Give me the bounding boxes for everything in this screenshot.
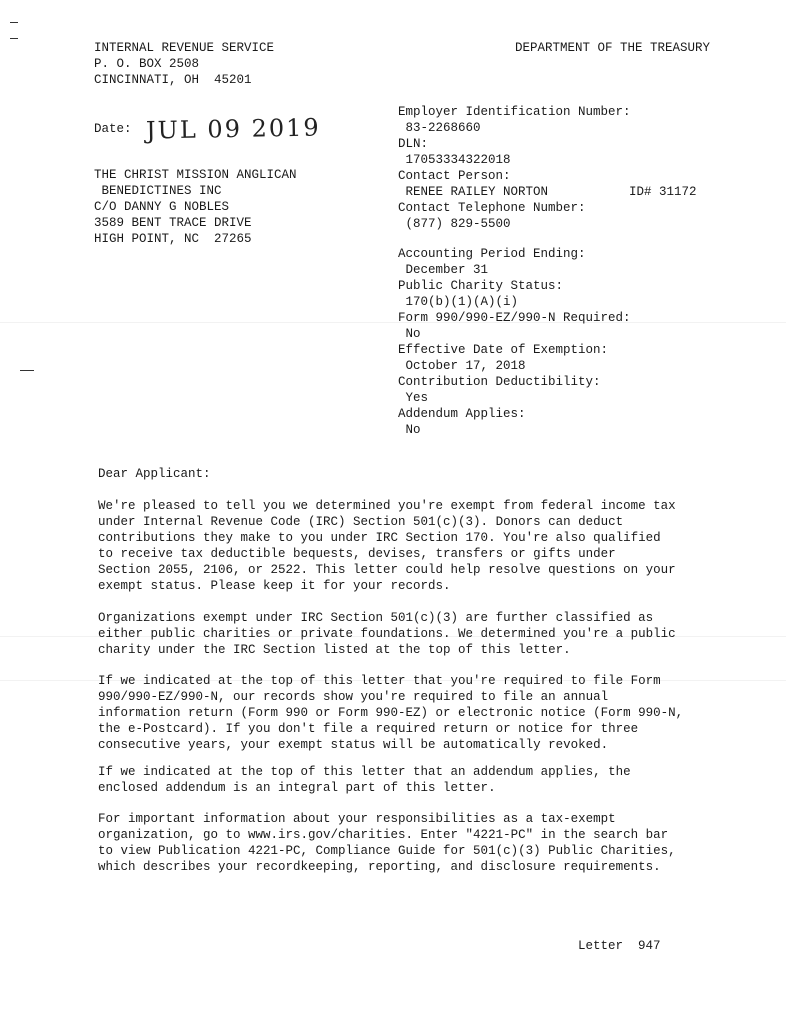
deduct-value: Yes	[398, 391, 429, 405]
paragraph-line: consecutive years, your exempt status will be automatically revoked.	[98, 738, 609, 752]
margin-mark	[10, 22, 18, 23]
form-value: No	[398, 327, 421, 341]
margin-mark	[20, 370, 34, 371]
body-paragraph	[98, 764, 748, 796]
paragraph-line: Organizations exempt under IRC Section 501(c)(3) are further classified as	[98, 611, 654, 625]
recipient-line: C/O DANNY G NOBLES	[94, 200, 230, 214]
addendum-value: No	[398, 423, 421, 437]
department-title: DEPARTMENT OF THE TREASURY	[515, 41, 711, 55]
paragraph-line: to receive tax deductible bequests, devises, transfers or gifts under	[98, 547, 616, 561]
period-value: December 31	[398, 263, 489, 277]
period-label: Accounting Period Ending:	[398, 247, 586, 261]
paragraph-line: under Internal Revenue Code (IRC) Section 501(c)(3). Donors can deduct	[98, 515, 624, 529]
paragraph-line: Section 2055, 2106, or 2522. This letter could help resolve questions on your	[98, 563, 676, 577]
paragraph-line: enclosed addendum is an integral part of this letter.	[98, 781, 496, 795]
effective-value: October 17, 2018	[398, 359, 526, 373]
paragraph-line: If we indicated at the top of this letter that an addendum applies, the	[98, 765, 631, 779]
paragraph-line: 990/990-EZ/990-N, our records show you're required to file an annual	[98, 690, 609, 704]
recipient-line: HIGH POINT, NC 27265	[94, 232, 252, 246]
charity-label: Public Charity Status:	[398, 279, 564, 293]
effective-label: Effective Date of Exemption:	[398, 343, 609, 357]
paragraph-line: exempt status. Please keep it for your records.	[98, 579, 451, 593]
deduct-label: Contribution Deductibility:	[398, 375, 601, 389]
phone-label: Contact Telephone Number:	[398, 201, 586, 215]
charity-value: 170(b)(1)(A)(i)	[398, 295, 519, 309]
form-label: Form 990/990-EZ/990-N Required:	[398, 311, 631, 325]
paragraph-line: We're pleased to tell you we determined you're exempt from federal income tax	[98, 499, 676, 513]
recipient-line: BENEDICTINES INC	[94, 184, 222, 198]
body-paragraph	[98, 673, 748, 753]
sender-line: P. O. BOX 2508	[94, 57, 200, 71]
phone-value: (877) 829-5500	[398, 217, 511, 231]
recipient-line: 3589 BENT TRACE DRIVE	[94, 216, 252, 230]
body-paragraph	[98, 498, 748, 594]
ein-value: 83-2268660	[398, 121, 481, 135]
contact-value: RENEE RAILEY NORTON	[398, 185, 549, 199]
ein-label: Employer Identification Number:	[398, 105, 631, 119]
paragraph-line: organization, go to www.irs.gov/charities. Enter "4221-PC" in the search bar	[98, 828, 669, 842]
paragraph-line: For important information about your responsibilities as a tax-exempt	[98, 812, 616, 826]
paragraph-line: which describes your recordkeeping, reporting, and disclosure requirements.	[98, 860, 661, 874]
salutation: Dear Applicant:	[98, 467, 211, 481]
dln-value: 17053334322018	[398, 153, 511, 167]
letter-number: Letter 947	[578, 939, 661, 953]
contact-id: ID# 31172	[629, 185, 697, 199]
contact-label: Contact Person:	[398, 169, 511, 183]
paragraph-line: to view Publication 4221-PC, Compliance Guide for 501(c)(3) Public Charities,	[98, 844, 676, 858]
paragraph-line: information return (Form 990 or Form 990-EZ) or electronic notice (Form 990-N,	[98, 706, 684, 720]
recipient-line: THE CHRIST MISSION ANGLICAN	[94, 168, 297, 182]
sender-line: CINCINNATI, OH 45201	[94, 73, 252, 87]
paragraph-line: either public charities or private foundations. We determined you're a public	[98, 627, 676, 641]
paragraph-line: If we indicated at the top of this letter that you're required to file Form	[98, 674, 661, 688]
paragraph-line: contributions they make to you under IRC Section 170. You're also qualified	[98, 531, 661, 545]
sender-line: INTERNAL REVENUE SERVICE	[94, 41, 275, 55]
body-paragraph	[98, 811, 748, 875]
paragraph-line: the e-Postcard). If you don't file a required return or notice for three	[98, 722, 639, 736]
date-stamp: JUL 09 2019	[145, 113, 321, 145]
paragraph-line: charity under the IRC Section listed at the top of this letter.	[98, 643, 571, 657]
date-label: Date:	[94, 122, 132, 136]
margin-mark	[10, 38, 18, 39]
dln-label: DLN:	[398, 137, 429, 151]
body-paragraph	[98, 610, 748, 658]
scan-line	[0, 322, 786, 323]
addendum-label: Addendum Applies:	[398, 407, 526, 421]
